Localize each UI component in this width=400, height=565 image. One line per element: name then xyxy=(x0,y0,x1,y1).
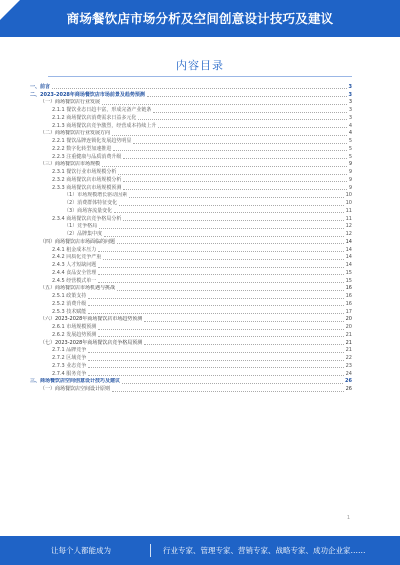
toc-entry-label: （3）商场客流量变化 xyxy=(64,207,113,214)
toc-entry[interactable] xyxy=(30,145,352,153)
toc-entry-label: （六）2023-2028年商场餐饮店市场趋势预测 xyxy=(40,316,143,323)
toc-dot-leader xyxy=(98,267,343,268)
footer-slogan: 让每个人都能成为 xyxy=(51,546,111,555)
toc-entry[interactable] xyxy=(30,130,352,138)
toc-entry-page: 3 xyxy=(348,99,352,106)
toc-dot-leader xyxy=(119,205,343,206)
toc-dot-leader xyxy=(102,166,347,167)
toc-entry[interactable] xyxy=(30,277,352,285)
toc-dot-leader xyxy=(123,181,346,182)
toc-entry-page: 26 xyxy=(345,386,352,392)
toc-dot-leader xyxy=(104,236,343,237)
toc-entry-label: 2.7.3 业态竞争 xyxy=(52,362,87,369)
toc-entry-label: 2.4.5 经营模式单一 xyxy=(52,277,97,284)
toc-entry[interactable] xyxy=(30,292,352,300)
toc-entry-label: （三）商场餐饮店市场规模 xyxy=(40,161,101,168)
toc-dot-leader xyxy=(158,127,346,128)
toc-dot-leader xyxy=(99,228,343,229)
toc-entry-page: 9 xyxy=(348,176,352,183)
toc-entry-label: （2）消费群体特征变化 xyxy=(64,200,118,206)
toc-entry-label: 2.5.2 消费升级 xyxy=(52,300,87,307)
toc-entry-page: 9 xyxy=(348,161,352,168)
toc-entry[interactable] xyxy=(30,331,352,339)
toc-entry[interactable] xyxy=(30,161,352,169)
toc-entry[interactable] xyxy=(30,347,352,355)
toc-dot-leader xyxy=(88,305,343,306)
toc-entry[interactable] xyxy=(30,370,352,378)
toc-dot-leader xyxy=(52,88,347,89)
toc-entry-label: 2.5.1 政策支持 xyxy=(52,293,87,299)
toc-entry-page: 5 xyxy=(348,145,352,152)
toc-entry-label: （一）商场餐饮店行业发展 xyxy=(40,99,101,106)
toc-dot-leader xyxy=(113,150,346,151)
document-title: 商场餐饮店市场分析及空间创意设计技巧及建议 xyxy=(66,11,334,26)
toc-entry-page: 10 xyxy=(345,192,352,199)
toc-entry-page: 14 xyxy=(345,262,352,268)
toc-dot-leader xyxy=(98,251,343,252)
toc-dot-leader xyxy=(98,282,343,283)
toc-divider xyxy=(48,76,352,77)
toc-entry[interactable] xyxy=(30,261,352,269)
toc-entry-page: 22 xyxy=(345,355,352,361)
toc-dot-leader xyxy=(98,274,343,275)
toc-entry[interactable] xyxy=(30,323,352,331)
toc-entry-page: 3 xyxy=(348,107,352,113)
toc-dot-leader xyxy=(88,367,343,368)
toc-dot-leader xyxy=(102,104,347,105)
toc-entry[interactable] xyxy=(30,269,352,277)
toc-entry[interactable] xyxy=(30,300,352,308)
toc-entry[interactable] xyxy=(30,354,352,362)
toc-entry-page: 24 xyxy=(345,370,352,377)
toc-entry-label: 2.4.3 人才短缺问题 xyxy=(52,262,97,268)
toc-entry[interactable] xyxy=(30,339,352,347)
toc-entry[interactable] xyxy=(30,114,352,122)
toc-entry-label: （1）竞争格局 xyxy=(64,223,98,230)
toc-entry-page: 21 xyxy=(345,331,352,338)
toc-dot-leader xyxy=(133,143,346,144)
toc-entry[interactable] xyxy=(30,122,352,130)
toc-entry-page: 9 xyxy=(348,169,352,175)
toc-entry-label: （二）商场餐饮店行业发展方向 xyxy=(40,130,111,137)
footer-banner xyxy=(0,536,400,565)
toc-entry-page: 11 xyxy=(345,215,352,222)
toc-entry-page: 12 xyxy=(345,223,352,230)
toc-dot-leader xyxy=(88,352,343,353)
toc-entry[interactable] xyxy=(30,254,352,262)
toc-dot-leader xyxy=(122,383,343,384)
toc-entry[interactable] xyxy=(30,106,352,114)
toc-entry-label: 2.4.1 租金成本压力 xyxy=(52,246,97,253)
toc-dot-leader xyxy=(138,119,346,120)
footer-separator xyxy=(150,544,151,557)
toc-dot-leader xyxy=(112,391,344,392)
toc-dot-leader xyxy=(88,298,343,299)
toc-dot-leader xyxy=(98,329,343,330)
toc-entry-page: 4 xyxy=(348,122,352,129)
toc-dot-leader xyxy=(114,212,343,213)
toc-entry[interactable] xyxy=(30,137,352,145)
toc-entry[interactable] xyxy=(30,192,352,200)
toc-entry-page: 20 xyxy=(345,316,352,323)
toc-entry[interactable] xyxy=(30,91,352,99)
toc-entry[interactable] xyxy=(30,285,352,293)
toc-entry[interactable] xyxy=(30,153,352,161)
header-banner xyxy=(0,0,400,37)
toc-dot-leader xyxy=(147,96,347,97)
toc-entry[interactable] xyxy=(30,199,352,207)
toc-dot-leader xyxy=(88,313,343,314)
toc-entry[interactable] xyxy=(30,316,352,324)
toc-entry-label: （2）品牌集中度 xyxy=(64,231,103,237)
toc-entry-label: 2.1.2 商场餐饮店消费需求日益多元化 xyxy=(52,114,137,121)
toc-entry-page: 9 xyxy=(348,184,352,191)
toc-entry-label: 2.3.4 商场餐饮店竞争格局分析 xyxy=(52,215,122,222)
toc-entry-label: 2.4.4 食品安全管理 xyxy=(52,269,97,276)
toc-dot-leader xyxy=(112,135,347,136)
toc-entry-label: 2.1.3 商场餐饮店竞争激烈，经营成本持续上升 xyxy=(52,122,157,129)
toc-entry-page: 26 xyxy=(345,378,352,385)
toc-entry-page: 3 xyxy=(348,91,352,98)
toc-dot-leader xyxy=(117,290,344,291)
toc-entry-label: （一）商场餐饮店空间设计原则 xyxy=(40,386,111,392)
toc-entry-label: 2.4.2 同质化竞争严重 xyxy=(52,254,102,261)
toc-entry[interactable] xyxy=(30,184,352,192)
toc-entry[interactable] xyxy=(30,385,352,393)
toc-entry-page: 21 xyxy=(345,339,352,346)
toc-entry[interactable] xyxy=(30,308,352,316)
toc-dot-leader xyxy=(98,336,343,337)
toc-entry-label: 2.7.1 品牌竞争 xyxy=(52,347,87,354)
toc-entry-page: 14 xyxy=(345,238,352,245)
toc-dot-leader xyxy=(129,197,343,198)
toc-entry-page: 16 xyxy=(345,293,352,299)
toc-entry-page: 12 xyxy=(345,231,352,237)
toc-entry-label: 2.6.1 市场规模预测 xyxy=(52,324,97,330)
toc-entry[interactable] xyxy=(30,168,352,176)
toc-entry-label: 2.1.1 餐饮业态日趋丰富，形成完备产业链条 xyxy=(52,107,152,113)
toc-entry-label: 2.6.2 发展趋势预测 xyxy=(52,331,97,338)
toc-entry-page: 16 xyxy=(345,285,352,292)
toc-entry-label: （五）商场餐饮店市场机遇与挑战 xyxy=(40,285,116,292)
toc-entry-label: （四）商场餐饮店市场面临的问题 xyxy=(40,238,116,245)
toc-entry-page: 5 xyxy=(348,153,352,160)
toc-entry-page: 15 xyxy=(345,277,352,284)
toc-entry-page: 15 xyxy=(345,269,352,276)
toc-entry-label: 二、2023-2028年商场餐饮店市场前景及趋势预测 xyxy=(30,91,145,98)
toc-entry-label: 三、商场餐饮店空间创意设计技巧及建议 xyxy=(30,378,121,385)
page-number: 1 xyxy=(346,515,350,521)
toc-dot-leader xyxy=(123,158,346,159)
toc-entry[interactable] xyxy=(30,378,352,386)
toc-entry-page: 5 xyxy=(348,138,352,144)
toc-dot-leader xyxy=(88,360,343,361)
toc-entry-page: 3 xyxy=(348,114,352,121)
toc-dot-leader xyxy=(103,259,343,260)
toc-entry[interactable] xyxy=(30,215,352,223)
toc-dot-leader xyxy=(123,220,343,221)
toc-entry-page: 14 xyxy=(345,254,352,261)
toc-entry-page: 11 xyxy=(345,207,352,214)
toc-dot-leader xyxy=(123,189,346,190)
toc-heading: 内容目录 xyxy=(176,59,224,72)
toc-entry-page: 16 xyxy=(345,300,352,307)
toc-entry[interactable] xyxy=(30,238,352,246)
toc-dot-leader xyxy=(117,243,344,244)
toc-dot-leader xyxy=(144,344,343,345)
toc-dot-leader xyxy=(144,321,343,322)
footer-roles: 行业专家、管理专家、营销专家、战略专家、成功企业家…… xyxy=(163,546,366,555)
table-of-contents xyxy=(30,83,352,393)
toc-entry-page: 23 xyxy=(345,362,352,369)
toc-entry[interactable] xyxy=(30,362,352,370)
toc-entry-label: （1）市场规模增长驱动因素 xyxy=(64,192,128,199)
toc-entry-page: 3 xyxy=(348,83,352,90)
toc-entry-page: 4 xyxy=(348,130,352,137)
toc-entry-label: 2.7.2 区域竞争 xyxy=(52,355,87,361)
toc-entry[interactable] xyxy=(30,223,352,231)
toc-entry-label: 一、前言 xyxy=(30,83,51,90)
toc-entry-label: 2.7.4 服务竞争 xyxy=(52,370,87,377)
toc-entry-label: 2.2.1 餐饮品牌连锁化发展趋势明显 xyxy=(52,138,132,144)
toc-dot-leader xyxy=(153,112,346,113)
toc-dot-leader xyxy=(118,174,346,175)
toc-entry-page: 10 xyxy=(345,200,352,206)
toc-entry-page: 14 xyxy=(345,246,352,253)
toc-entry[interactable] xyxy=(30,99,352,107)
toc-entry[interactable] xyxy=(30,83,352,91)
toc-dot-leader xyxy=(88,375,343,376)
toc-entry-label: 2.3.1 餐饮行业市场规模分析 xyxy=(52,169,117,175)
toc-entry-label: （七）2023-2028年商场餐饮店竞争格局预测 xyxy=(40,339,143,346)
toc-entry-label: 2.5.3 技术赋能 xyxy=(52,308,87,315)
toc-entry-label: 2.2.3 注重健康与品质消费升级 xyxy=(52,153,122,160)
toc-entry-label: 2.3.2 商场餐饮店市场规模分析 xyxy=(52,176,122,183)
toc-entry-page: 20 xyxy=(345,324,352,330)
toc-entry-page: 17 xyxy=(345,308,352,315)
toc-entry[interactable] xyxy=(30,246,352,254)
toc-entry[interactable] xyxy=(30,207,352,215)
toc-entry[interactable] xyxy=(30,230,352,238)
toc-entry-label: 2.3.3 商场餐饮店市场规模预测 xyxy=(52,184,122,191)
toc-entry-page: 21 xyxy=(345,347,352,354)
toc-entry[interactable] xyxy=(30,176,352,184)
toc-entry-label: 2.2.2 数字化转型加速推进 xyxy=(52,145,112,152)
